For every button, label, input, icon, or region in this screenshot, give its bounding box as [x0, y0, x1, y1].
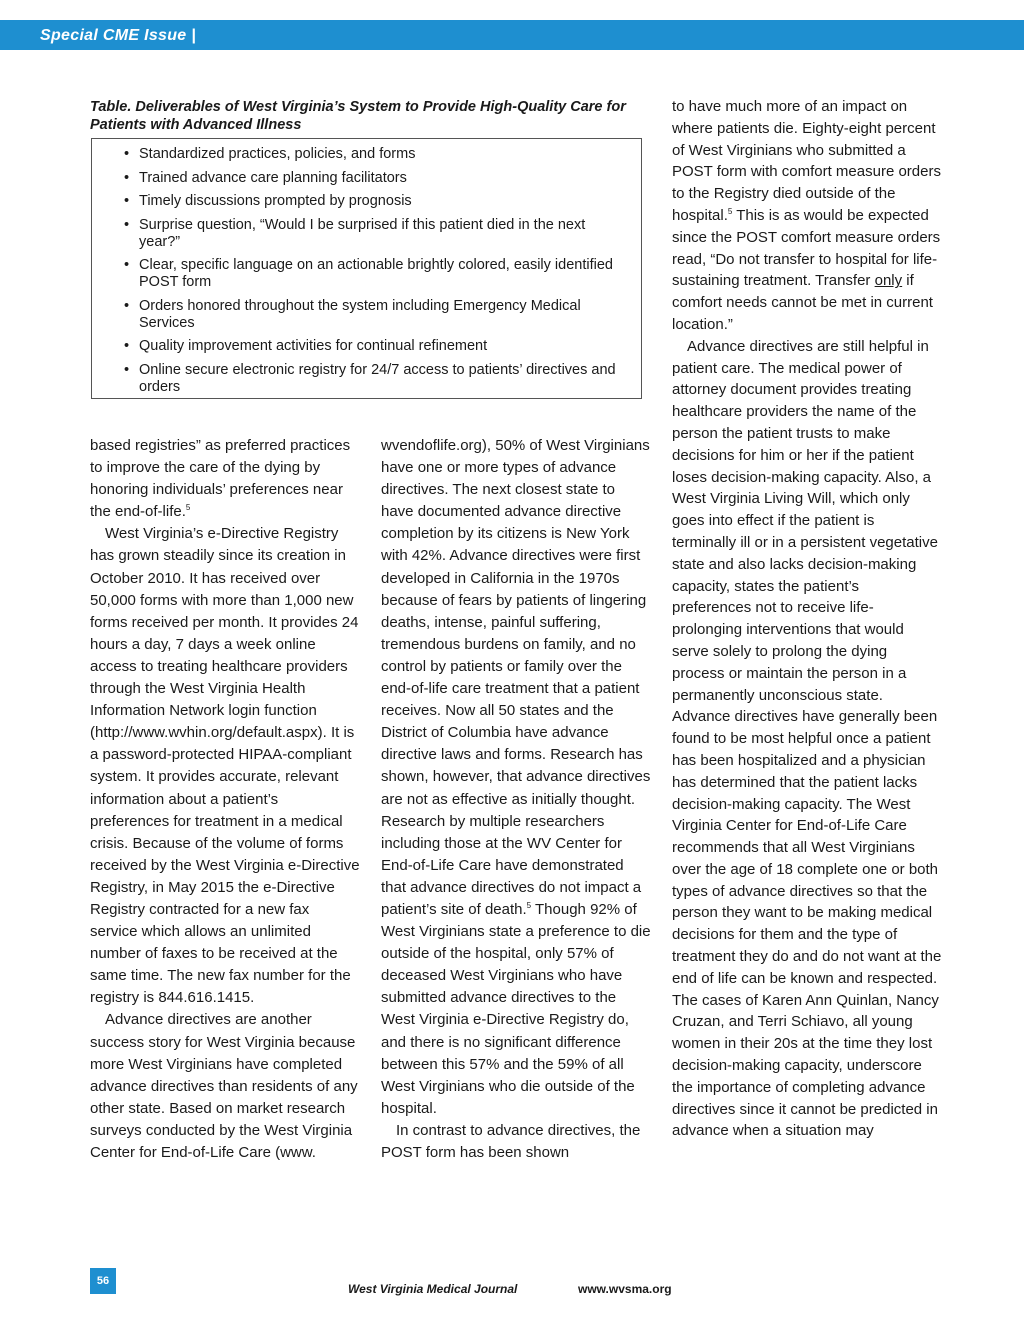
list-item: • Standardized practices, policies, and forms [139, 146, 627, 163]
reference-5: 5 [526, 900, 532, 910]
list-item: • Clear, specific language on an actionable brightly colored, easily identified POST form [139, 257, 627, 291]
reference-5: 5 [185, 503, 191, 513]
deliverables-list [92, 139, 641, 396]
paragraph: based registries” as preferred practices to improve the care of the dying by honoring individuals’ preferences near the end-of-life.$^5$ [90, 437, 351, 521]
list-item: • Trained advance care planning facilitators [139, 170, 627, 187]
list-item: • Timely discussions prompted by prognosis [139, 193, 627, 210]
paragraph: to have much more of an impact on where patients die. Eighty-eight percent of West Virginians who submitted a POST form with comfort measure orders to the Registry died outside of the hospital.$^5$ This is as would be expected since the POST comfort measure orders read, “Do not transfer to hospital for life-sustaining treatment. Transfer only if comfort needs cannot be met in current location.” [672, 98, 941, 333]
table-title: Table. Deliverables of West Virginia’s System to Provide High-Quality Care for Patients with Advanced Illness [90, 99, 626, 133]
list-item: • Online secure electronic registry for 24/7 access to patients’ directives and orders [139, 362, 627, 396]
paragraph: wvendoflife.org), 50% of West Virginians have one or more types of advance directives. The next closest state to have documented advance directive completion by its citizens is New York with 42%. Advance directives were first developed in California in the 1970s because of fears by patients of lingering deaths, intense, painful suffering, tremendous burdens on family, and no control by patients or family over the end-of-life care treatment that a patient receives. Now all 50 states and the District of Columbia have advance directive laws and forms. Research has shown, however, that advance directives are not as effective as initially thought. Research by multiple researchers including those at the WV Center for End-of-Life Care have demonstrated that advance directives do not impact a patient’s site of death.$^5$ Though 92% of West Virginians state a preference to die outside of the hospital, only 57% of deceased West Virginians who have submitted advance directives to the West Virginia e-Directive Registry do, and there is no significant difference between this 57% and the 59% of all West Virginians who die outside of the hospital. [381, 437, 651, 1117]
section-label: Special CME Issue | [40, 27, 197, 44]
journal-url: www.wvsma.org [578, 1282, 672, 1296]
list-item: • Surprise question, “Would I be surprised if this patient died in the next year?” [139, 217, 627, 251]
journal-name: West Virginia Medical Journal [348, 1282, 518, 1296]
list-item: • Quality improvement activities for continual refinement [139, 338, 627, 355]
paragraph: Advance directives are still helpful in patient care. The medical power of attorney document provides treating healthcare providers the name of the person the patient trusts to make decisions for him or her if the patient loses decision-making capacity. Also, a West Virginia Living Will, which only goes into effect if the patient is terminally ill or in a persistent vegetative state and also lacks decision-making capacity, states the patient’s preferences not to receive life-prolonging interventions that would serve solely to prolong the dying process or maintain the person in a permanently unconscious state. Advance directives have generally been found to be most helpful once a patient has been hospitalized and a physician has determined that the patient lacks decision-making capacity. The West Virginia Center for End-of-Life Care recommends that all West Virginians over the age of 18 complete one or both types of advance directives so that the person they want to be making medical decisions for them and the type of treatment they do and do not want at the end of life can be known and respected. The cases of Karen Ann Quinlan, Nancy Cruzan, and Terri Schiavo, all young women in their 20s at the time they lost decision-making capacity, underscore the importance of completing advance directives since it cannot be predicted in advance when a situation may [672, 337, 942, 1140]
text-column-2 [381, 435, 651, 1164]
paragraph: In contrast to advance directives, the POST form has been shown [381, 1121, 641, 1161]
list-item: • Orders honored throughout the system including Emergency Medical Services [139, 298, 627, 332]
page-number: 56 [90, 1268, 116, 1294]
header-bar [0, 20, 1024, 50]
paragraph: Advance directives are another success story for West Virginia because more West Virginians have completed advance directives than residents of any other state. Based on market research surveys conducted by the West Virginia Center for End-of-Life Care (www. [90, 1011, 358, 1161]
reference-5: 5 [727, 206, 733, 216]
paragraph: West Virginia’s e-Directive Registry has grown steadily since its creation in October 2010. It has received over 50,000 forms with more than 1,000 new forms received per month. It provides 24 hours a day, 7 days a week online access to treating healthcare providers through the West Virginia Health Information Network login function (http://www.wvhin.org/default.aspx). It is a password-protected HIPAA-compliant system. It provides accurate, relevant information about a patient’s preferences for treatment in a medical crisis. Because of the volume of forms received by the West Virginia e-Directive Registry, in May 2015 the e-Directive Registry contracted for a new fax service which allows an unlimited number of faxes to be received at the same time. The new fax number for the registry is 844.616.1415. [90, 525, 360, 1007]
deliverables-table [91, 138, 642, 399]
text-column-3 [672, 96, 942, 1142]
text-column-1 [90, 435, 360, 1164]
